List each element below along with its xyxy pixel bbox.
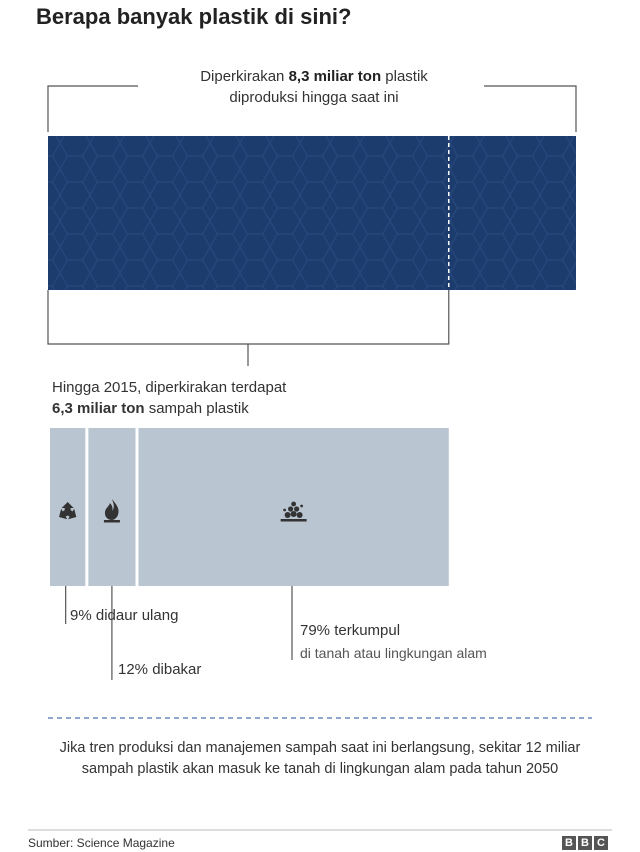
waste-caption [52,377,286,419]
source-credit: Sumber: Science Magazine [28,836,175,850]
landfill-label: 79% terkumpul [300,622,401,639]
produced-bar-pattern [48,136,576,290]
page-title: Berapa banyak plastik di sini? [36,4,352,29]
bbc-logo [562,836,608,850]
produced-bracket [48,86,138,132]
waste-caption-suffix: sampah plastik [144,400,249,417]
footnote: Jika tren produksi dan manajemen sampah saat ini berlangsung, sekitar 12 miliar sampah plastik akan masuk ke tanah di lingkungan alam pada tahun 2050 [59,740,581,777]
waste-total-label: 6,3 miliar ton [52,400,145,417]
produced-caption-suffix: plastik [381,68,428,85]
waste-segment-3 [138,428,448,586]
burned-label: 12% dibakar [118,661,202,678]
produced-bracket-right [484,86,576,132]
landfill-sublabel: di tanah atau lingkungan alam [300,645,487,661]
bbc-logo-letter: C [594,836,608,850]
waste-caption-line1: Hingga 2015, diperkirakan terdapat [52,379,287,396]
recycled-label: 9% didaur ulang [70,607,179,624]
produced-total-label: 8,3 miliar ton [288,68,382,85]
produced-caption-prefix: Diperkirakan [200,68,289,85]
produced-caption-line2: diproduksi hingga saat ini [229,89,399,106]
bbc-logo-letter: B [578,836,592,850]
waste-bracket [48,290,449,344]
bbc-logo-letter: B [562,836,576,850]
